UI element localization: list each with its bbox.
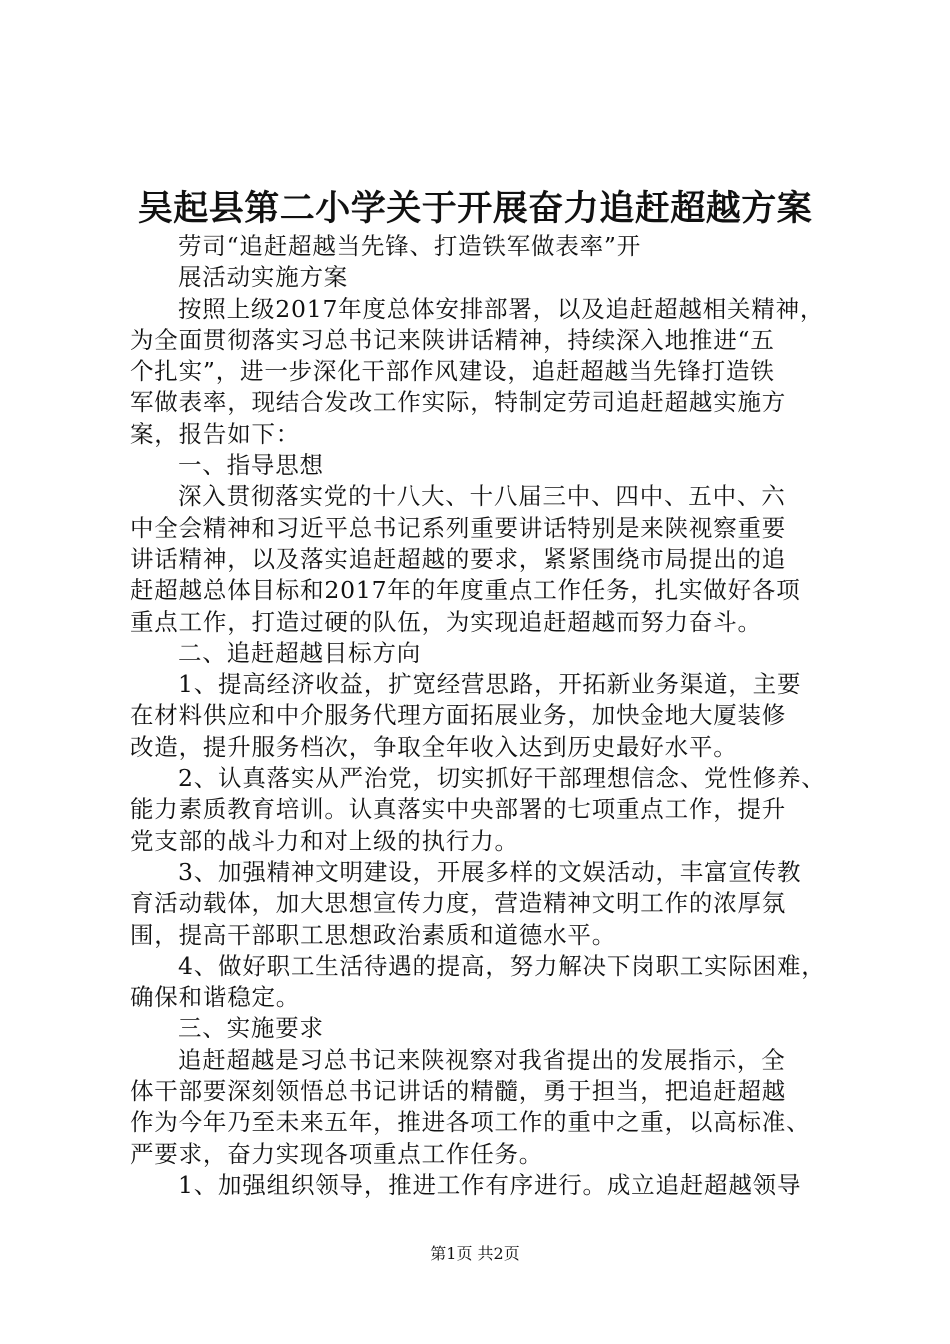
section-heading: 一、指导思想 (178, 451, 324, 480)
paragraph-line: 重点工作，打造过硬的队伍，为实现追赶超越而努力奋斗。 (130, 607, 762, 636)
paragraph-line: 能力素质教育培训。认真落实中央部署的七项重点工作，提升 (130, 795, 787, 824)
paragraph-line: 作为今年乃至未来五年，推进各项工作的重中之重，以高标准、 (130, 1108, 811, 1137)
document-body (130, 231, 840, 1201)
document-title: 吴起县第二小学关于开展奋力追赶超越方案 (137, 188, 813, 229)
section-heading: 二、追赶超越目标方向 (178, 638, 421, 667)
paragraph-line: 体干部要深刻领悟总书记讲话的精髓，勇于担当，把追赶超越 (130, 1077, 787, 1106)
page-footer: 第1页 共2页 (430, 1244, 520, 1263)
paragraph-line: 军做表率，现结合发改工作实际，特制定劳司追赶超越实施方 (130, 388, 787, 417)
paragraph-line: 赶超越总体目标和2017年的年度重点工作任务，扎实做好各项 (130, 576, 801, 605)
paragraph-line: 2、认真落实从严治党，切实抓好干部理想信念、党性修养、 (178, 764, 826, 793)
paragraph-line: 3、加强精神文明建设，开展多样的文娱活动，丰富宣传教 (178, 857, 802, 886)
paragraph-line: 按照上级2017年度总体安排部署，以及追赶超越相关精神， (178, 294, 825, 323)
paragraph-line: 在材料供应和中介服务代理方面拓展业务，加快金地大厦装修 (130, 701, 787, 730)
paragraph-line: 为全面贯彻落实习总书记来陕讲话精神，持续深入地推进“五 (130, 325, 775, 354)
paragraph-line: 1、加强组织领导，推进工作有序进行。成立追赶超越领导 (178, 1170, 802, 1199)
paragraph-line: 党支部的战斗力和对上级的执行力。 (130, 826, 519, 855)
paragraph-line: 个扎实”，进一步深化干部作风建设，追赶超越当先锋打造铁 (130, 357, 775, 386)
paragraph-line: 4、做好职工生活待遇的提高，努力解决下岗职工实际困难， (178, 951, 826, 980)
paragraph-line: 讲话精神，以及落实追赶超越的要求，紧紧围绕市局提出的追 (130, 544, 787, 573)
paragraph-line: 围，提高干部职工思想政治素质和道德水平。 (130, 920, 616, 949)
paragraph-line: 案，报告如下： (130, 419, 301, 448)
paragraph-line: 改造，提升服务档次，争取全年收入达到历史最好水平。 (130, 732, 738, 761)
paragraph-line: 确保和谐稳定。 (130, 983, 301, 1012)
subtitle-line: 劳司“追赶超越当先锋、打造铁军做表率”开 (178, 232, 642, 260)
paragraph-line: 严要求，奋力实现各项重点工作任务。 (130, 1139, 544, 1168)
subtitle-line: 展活动实施方案 (178, 263, 349, 292)
paragraph-line: 育活动载体，加大思想宣传力度，营造精神文明工作的浓厚氛 (130, 889, 787, 918)
paragraph-line: 1、提高经济收益，扩宽经营思路，开拓新业务渠道，主要 (178, 670, 802, 699)
paragraph-line: 追赶超越是习总书记来陕视察对我省提出的发展指示，全 (178, 1045, 786, 1074)
paragraph-line: 中全会精神和习近平总书记系列重要讲话特别是来陕视察重要 (130, 513, 787, 542)
paragraph-line: 深入贯彻落实党的十八大、十八届三中、四中、五中、六 (178, 482, 786, 511)
section-heading: 三、实施要求 (178, 1014, 324, 1043)
